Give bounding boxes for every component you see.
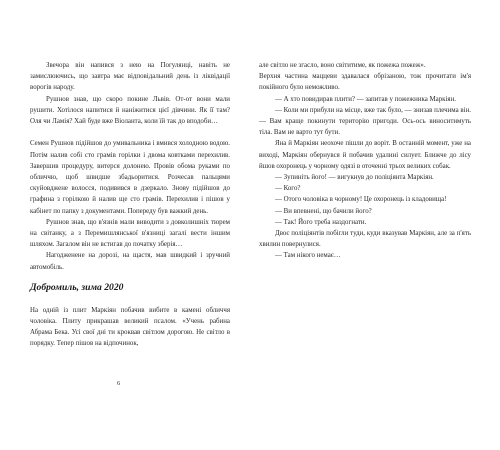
paragraph: Семен Рушнов підійшов до умивальника і вмився холодною водою. Потім налив собі сто грамів горілки і двома ковтками перехилив. Завершив процедуру, витерся долонею. Провів обома руками по обличчю, щоб швидше збадьоритися. Розчесав пальцями скуйовджене волосся, подивився в дзеркало. Знову підійшов до графина з горілкою й налив ще сто грамів. Перехилив і пішов у кабінет по папку з документами. Попереду був важкий день. bbox=[30, 140, 230, 215]
paragraph: — А хто повидирав плити? — запитав у пожежника Маркіян. bbox=[275, 95, 457, 103]
paragraph: Двоє поліціянтів побігли туди, куди вказував Маркіян, але за п'ять хвилин повернулися. bbox=[259, 230, 471, 249]
paragraph: На одній із плит Маркіян побачив вибите в камені обличчя чоловіка. Плиту прикрашав великий псалом. «Учень рабина Абрама Бека. Усі свої дні ти кроквав світлом дорогою. Не світло в порядку. Тепер пішов на відпочинок, bbox=[30, 306, 230, 348]
paragraph: — Отого чоловіка в чорному! Це охоронець із кладовища! bbox=[275, 196, 447, 204]
section-heading: Добромиль, зима 2020 bbox=[30, 281, 124, 293]
left-page-text bbox=[30, 60, 230, 350]
paragraph: Верхня частина маццеви здавалася обрізаною, тож прочитати ім'я покійного було неможливо. bbox=[259, 73, 471, 92]
paragraph: — Ви впевнені, що бачили його? bbox=[275, 207, 372, 215]
paragraph: — Кого? bbox=[275, 185, 301, 193]
paragraph: — Так! Його треба наздогнати. bbox=[275, 218, 367, 226]
paragraph: — Коли ми прибули на місце, вже так було, — знизав плечима він. — Вам краще покинути територію пригоди. Ось-ось виноситимуть тіла. Вам не варто тут бути. bbox=[259, 106, 471, 137]
paragraph: — Зупиніть його! — вигукнув до поліціянта Маркіян. bbox=[275, 174, 434, 182]
paragraph: Звечора він напився з нею на Погулянці, навіть не замислюючись, що завтра має відповідальний день із ліквідації ворогів народу. bbox=[30, 62, 230, 92]
paragraph: Рушнов знав, що в'язнів мали виводити з довколишніх тюрем на світанку, а з Перемишлянської в'язниці загалі вести іншим шляхом. Загалом він не встигав до початку зберія… bbox=[30, 218, 230, 249]
paragraph: — Там нікого немає… bbox=[275, 252, 341, 260]
right-page-text bbox=[259, 60, 471, 262]
paragraph: Рушнов знав, що скоро покине Львів. От-от вони мали рушити. Хотілося напитися й наніжитися цієї дівчини. Як її там? Оля чи Ламія? Хай буде вже Віоланта, коли їй так до вподоби… bbox=[30, 95, 230, 126]
page-number: 6 bbox=[117, 380, 121, 387]
left-block-2 bbox=[30, 138, 230, 272]
right-block bbox=[259, 60, 471, 262]
paragraph: Яна й Маркіян неохоче пішли до воріт. В останній момент, уже на виході, Маркіян обернувся й побачив удалині силует. Ближче до лісу йшов охоронець у чорному одязі в оточенні трьох великих собак. bbox=[259, 140, 471, 170]
left-block-3 bbox=[30, 305, 230, 350]
paragraph: Нагодженене на дорозі, на щастя, мав швидкий і зручний автомобіль. bbox=[30, 252, 230, 271]
paragraph: але світло не згасло, воно світитиме, як пожежа пожеж». bbox=[259, 62, 426, 69]
left-block-1 bbox=[30, 60, 230, 127]
paragraph-gap bbox=[30, 127, 230, 138]
